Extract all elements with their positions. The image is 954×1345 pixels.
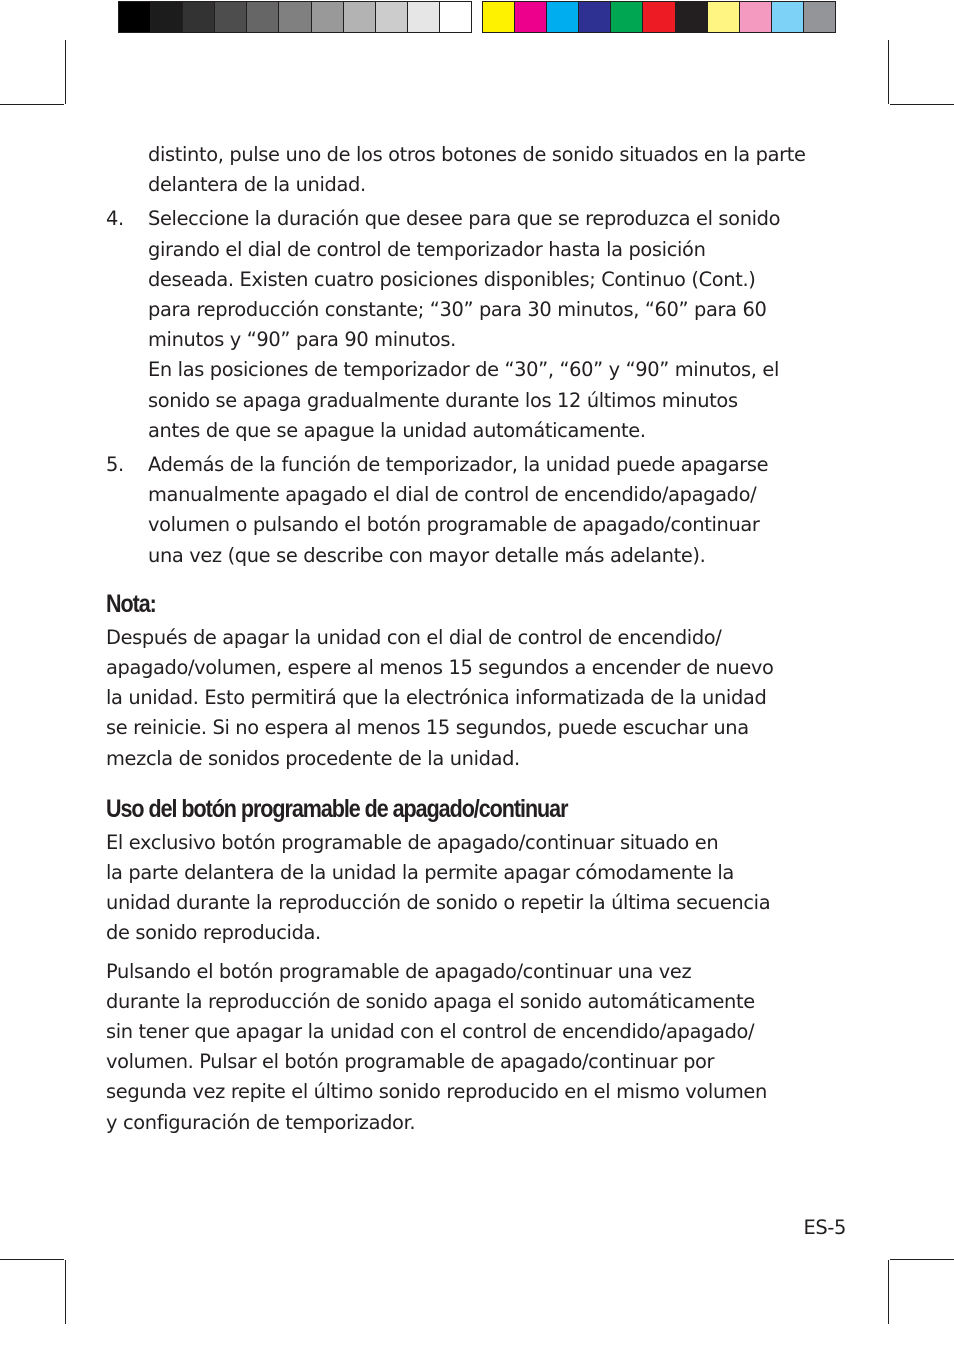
text-line: Pulsando el botón programable de apagado/continuar una vez xyxy=(106,959,692,983)
text-line: la unidad. Esto permitirá que la electrónica informatizada de la unidad xyxy=(106,686,767,710)
color-swatch xyxy=(515,2,547,32)
text-line: una vez (que se describe con mayor detalle más adelante). xyxy=(148,543,706,567)
text-line: antes de que se apague la unidad automáticamente. xyxy=(148,418,646,442)
text-line: sonido se apaga gradualmente durante los 12 últimos minutos xyxy=(148,388,738,412)
text-line: girando el dial de control de temporizador hasta la posición xyxy=(148,237,706,261)
list-item-step-5 xyxy=(106,450,851,571)
list-item-step-4 xyxy=(106,204,851,446)
color-calibration-bar xyxy=(482,1,836,33)
color-swatch xyxy=(579,2,611,32)
text-line: Después de apagar la unidad con el dial de control de encendido/ xyxy=(106,625,722,649)
gray-swatch xyxy=(119,2,151,32)
crop-mark-top-right-vertical xyxy=(888,40,889,104)
text-line: sin tener que apagar la unidad con el control de encendido/apagado/ xyxy=(106,1020,755,1044)
text-line: para reproducción constante; “30” para 30 minutos, “60” para 60 xyxy=(148,298,767,322)
text-line: deseada. Existen cuatro posiciones disponibles; Continuo (Cont.) xyxy=(148,267,756,291)
text-line: de sonido reproducida. xyxy=(106,921,321,945)
section-heading: Uso del botón programable de apagado/continuar xyxy=(106,794,568,823)
text-line: y configuración de temporizador. xyxy=(106,1110,416,1134)
text-line: Además de la función de temporizador, la unidad puede apagarse xyxy=(148,453,769,477)
gray-swatch xyxy=(344,2,376,32)
text-line: durante la reproducción de sonido apaga el sonido automáticamente xyxy=(106,989,755,1013)
color-swatch xyxy=(804,2,835,32)
page-number: ES-5 xyxy=(803,1216,846,1239)
gray-swatch xyxy=(183,2,215,32)
color-swatch xyxy=(708,2,740,32)
text-line: segunda vez repite el último sonido reproducido en el mismo volumen xyxy=(106,1080,767,1104)
section-paragraph-1 xyxy=(106,828,851,949)
section-paragraph-2 xyxy=(106,957,851,1138)
note-paragraph xyxy=(106,623,851,774)
text-line: unidad durante la reproducción de sonido o repetir la última secuencia xyxy=(106,891,771,915)
list-number: 5. xyxy=(106,453,124,477)
gray-swatch xyxy=(312,2,344,32)
gray-swatch xyxy=(247,2,279,32)
text-line: volumen. Pulsar el botón programable de apagado/continuar por xyxy=(106,1050,715,1074)
crop-mark-bottom-left-vertical xyxy=(65,1260,66,1324)
intro-continuation: distinto, pulse uno de los otros botones de sonido situados en la parte delantera de la unidad. xyxy=(148,143,806,197)
gray-swatch xyxy=(215,2,247,32)
list-number: 4. xyxy=(106,207,124,231)
crop-mark-top-left-vertical xyxy=(65,40,66,104)
crop-mark-top-left-horizontal xyxy=(0,104,64,105)
crop-mark-top-right-horizontal xyxy=(890,104,954,105)
text-line: la parte delantera de la unidad la permite apagar cómodamente la xyxy=(106,861,734,885)
gray-swatch xyxy=(151,2,183,32)
note-heading: Nota: xyxy=(106,589,156,618)
color-swatch xyxy=(676,2,708,32)
color-swatch xyxy=(611,2,643,32)
text-line: mezcla de sonidos procedente de la unidad. xyxy=(106,746,520,770)
text-line: Seleccione la duración que desee para que se reproduzca el sonido xyxy=(148,207,781,231)
step-text xyxy=(148,450,851,571)
step-text xyxy=(148,204,851,446)
text-line: volumen o pulsando el botón programable de apagado/continuar xyxy=(148,513,760,537)
color-swatch xyxy=(483,2,515,32)
page-content xyxy=(106,140,851,1138)
gray-swatch xyxy=(408,2,440,32)
color-swatch xyxy=(772,2,804,32)
text-line: se reinicie. Si no espera al menos 15 segundos, puede escuchar una xyxy=(106,716,749,740)
text-line: apagado/volumen, espere al menos 15 segundos a encender de nuevo xyxy=(106,656,774,680)
gray-swatch xyxy=(440,2,471,32)
gray-swatch xyxy=(279,2,311,32)
color-swatch xyxy=(740,2,772,32)
text-line: El exclusivo botón programable de apagado/continuar situado en xyxy=(106,830,719,854)
text-line: minutos y “90” para 90 minutos. xyxy=(148,328,456,352)
text-line: manualmente apagado el dial de control de encendido/apagado/ xyxy=(148,483,757,507)
color-swatch xyxy=(547,2,579,32)
crop-mark-bottom-right-horizontal xyxy=(890,1259,954,1260)
gray-swatch xyxy=(376,2,408,32)
grayscale-calibration-bar xyxy=(118,1,472,33)
crop-mark-bottom-left-horizontal xyxy=(0,1259,64,1260)
color-swatch xyxy=(643,2,675,32)
crop-mark-bottom-right-vertical xyxy=(888,1260,889,1324)
text-line: En las posiciones de temporizador de “30”, “60” y “90” minutos, el xyxy=(148,358,779,382)
